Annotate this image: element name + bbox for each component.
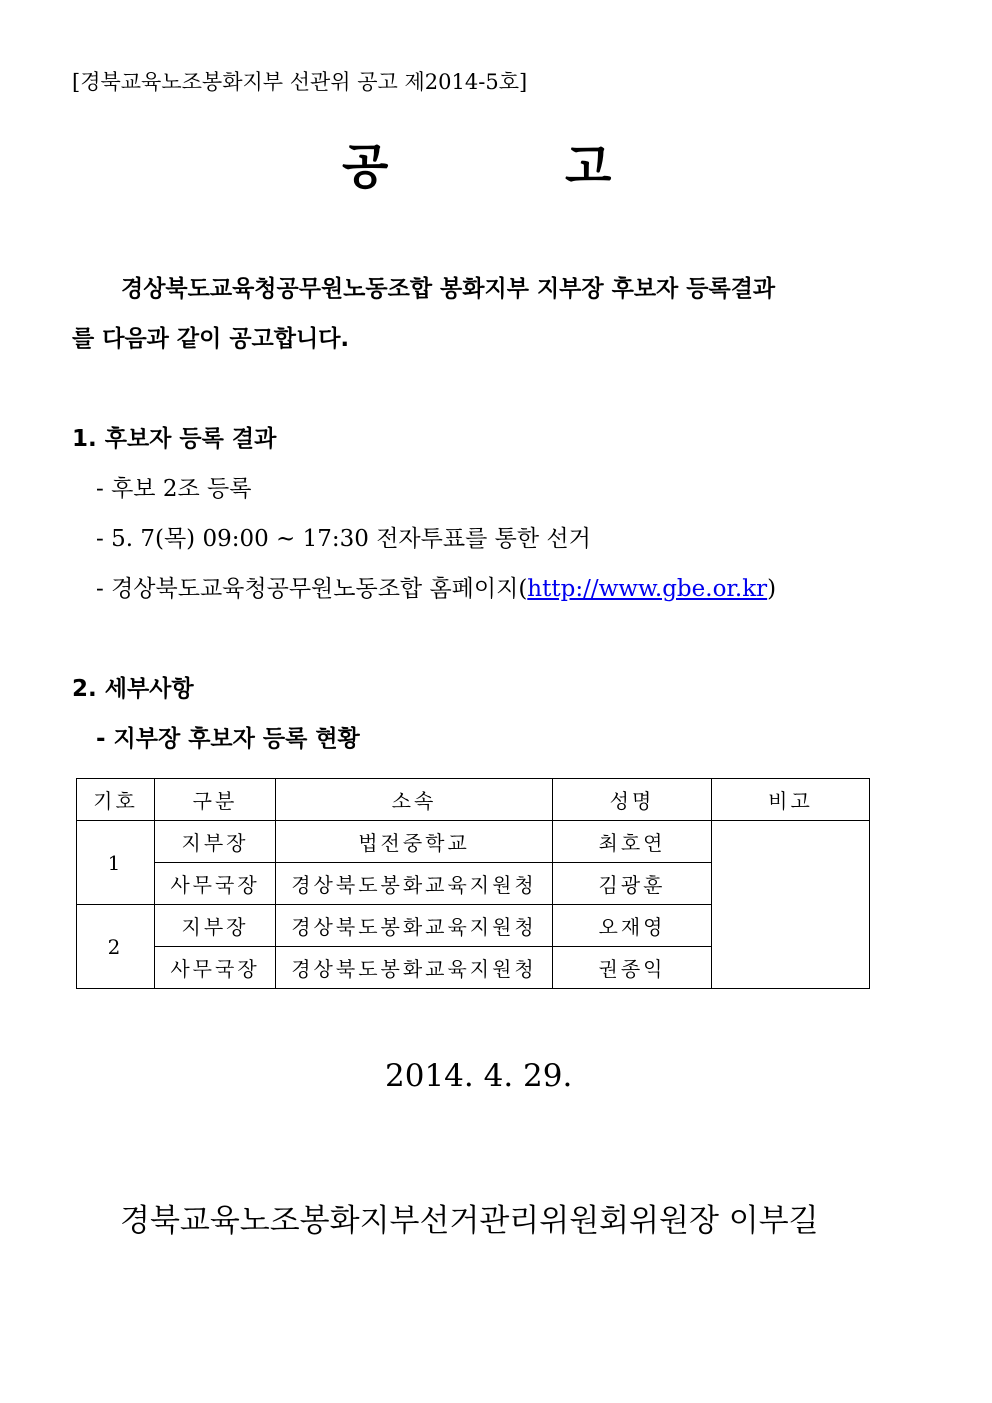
homepage-prefix: - 경상북도교육청공무원노동조합 홈페이지( [96,576,528,602]
remarks-cell [712,821,870,989]
section-2-heading: 2. 세부사항 [72,676,194,702]
header-remarks: 비고 [712,779,870,821]
candidate-number: 1 [77,821,155,905]
name-cell: 김광훈 [553,863,712,905]
document-date: 2014. 4. 29. [385,1058,573,1094]
section-2-subheading: - 지부장 후보자 등록 현황 [96,726,360,752]
table-row [77,821,870,863]
name-cell: 오재영 [553,905,712,947]
title-char-1: 공 [342,139,389,195]
role-cell: 지부장 [155,905,276,947]
header-affiliation: 소속 [276,779,553,821]
bullet-candidate-count: - 후보 2조 등록 [96,476,252,502]
role-cell: 사무국장 [155,863,276,905]
intro-text-line-1: 경상북도교육청공무원노동조합 봉화지부 지부장 후보자 등록결과 [121,276,776,302]
header-number: 기호 [77,779,155,821]
candidate-number: 2 [77,905,155,989]
signature-line: 경북교육노조봉화지부선거관리위원회위원장 이부길 [120,1203,819,1239]
affiliation-cell: 법전중학교 [276,821,553,863]
notice-number: [경북교육노조봉화지부 선관위 공고 제2014-5호] [72,70,528,94]
affiliation-cell: 경상북도봉화교육지원청 [276,863,553,905]
role-cell: 지부장 [155,821,276,863]
homepage-link[interactable]: http://www.gbe.or.kr [527,576,768,602]
name-cell: 권종익 [553,947,712,989]
table-header-row [77,779,870,821]
role-cell: 사무국장 [155,947,276,989]
intro-text-line-2: 를 다음과 같이 공고합니다. [72,326,350,352]
header-role: 구분 [155,779,276,821]
homepage-suffix: ) [767,576,777,602]
header-name: 성명 [553,779,712,821]
bullet-election-schedule: - 5. 7(목) 09:00 ~ 17:30 전자투표를 통한 선거 [96,526,591,552]
affiliation-cell: 경상북도봉화교육지원청 [276,947,553,989]
affiliation-cell: 경상북도봉화교육지원청 [276,905,553,947]
title-char-2: 고 [565,139,612,195]
section-1-heading: 1. 후보자 등록 결과 [72,426,277,452]
candidate-registration-table [76,778,870,989]
name-cell: 최호연 [553,821,712,863]
bullet-homepage [96,570,776,603]
